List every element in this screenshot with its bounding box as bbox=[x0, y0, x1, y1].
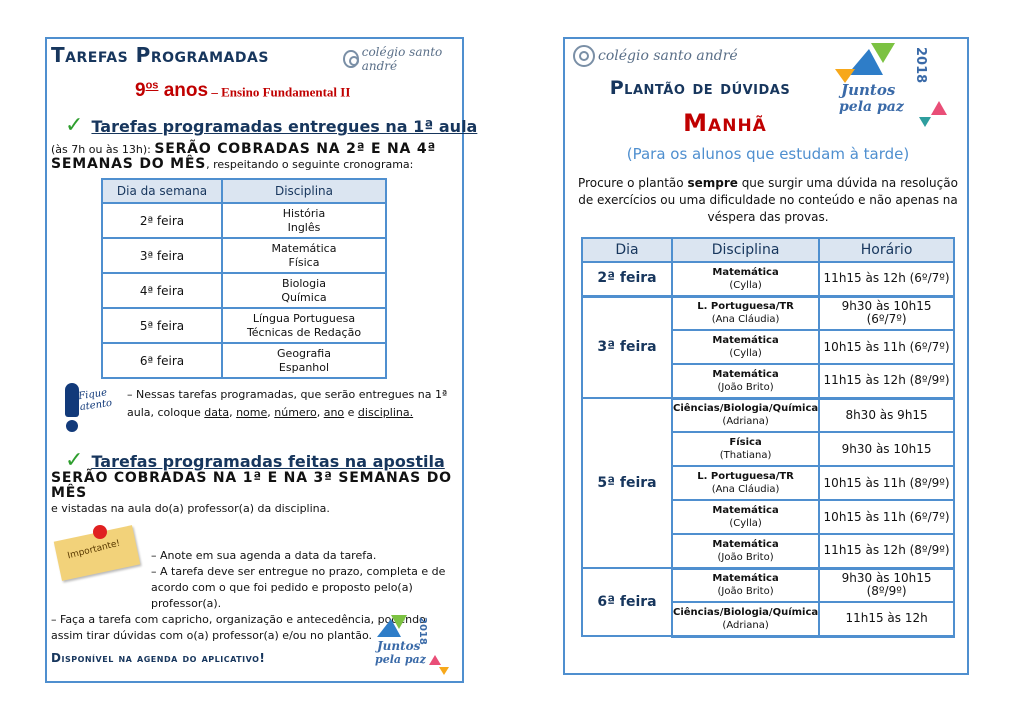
section-title: Tarefas programadas feitas na apostila bbox=[91, 452, 445, 471]
fique-atento-badge: Fique atento bbox=[61, 379, 121, 435]
time-cell: 11h15 às 12h bbox=[819, 602, 954, 636]
teacher-name: (Cylla) bbox=[729, 279, 762, 291]
subject-cell bbox=[672, 364, 819, 398]
app-availability: Disponível na agenda do aplicativo! bbox=[51, 651, 266, 665]
exclamation-icon bbox=[63, 383, 81, 425]
subject-cell bbox=[222, 203, 386, 238]
grade-number: $9^{os}$ anos bbox=[135, 80, 209, 102]
reminder-item: – Anote em sua agenda a data da tarefa. bbox=[151, 549, 377, 562]
section-first-class bbox=[65, 115, 477, 137]
checkmark-icon: ✓ bbox=[65, 448, 84, 473]
swirl-logo-icon bbox=[343, 50, 359, 68]
shift-title: Manhã bbox=[683, 109, 767, 137]
schedule-intro: (às 7h ou às 13h): SERÃO COBRADAS NA 2ª E NA 4ª SEMANAS DO MÊS, respeitando o seguinte cronograma: bbox=[51, 141, 437, 172]
juntos-pela-paz-logo: 2018 Juntos pela paz bbox=[827, 41, 957, 133]
subject-name: Matemática bbox=[712, 335, 779, 346]
audience-note: (Para os alunos que estudam à tarde) bbox=[626, 145, 910, 163]
subject-cell bbox=[672, 568, 819, 602]
day-cell: 6ª feira bbox=[582, 568, 672, 636]
subject-cell bbox=[672, 466, 819, 500]
table-row bbox=[102, 308, 386, 343]
subject-cell bbox=[672, 296, 819, 330]
day-cell: 3ª feira bbox=[102, 238, 222, 273]
subject-cell bbox=[672, 330, 819, 364]
subject-cell bbox=[672, 602, 819, 636]
subject-name: Matemática bbox=[271, 241, 337, 255]
subject-name: Espanhol bbox=[278, 360, 330, 374]
col-header-day: Dia da semana bbox=[102, 179, 222, 203]
pushpin-icon bbox=[93, 525, 107, 539]
table-row bbox=[102, 238, 386, 273]
subject-name: Física bbox=[288, 255, 320, 269]
subject-name: História bbox=[282, 206, 326, 220]
reminder-item: – A tarefa deve ser entregue no prazo, completa e de acordo com o que foi pedido e proposto pelo(a) professor(a). bbox=[151, 565, 446, 610]
reminder-item: – Faça a tarefa com capricho, organização e antecedência, podendo assim tirar dúvidas com o(a) professor(a) e/ou no plantão. bbox=[51, 613, 426, 642]
school-logo bbox=[573, 45, 738, 67]
subject-cell bbox=[222, 238, 386, 273]
day-cell: 2ª feira bbox=[102, 203, 222, 238]
table-row bbox=[582, 296, 954, 330]
weekly-schedule-table bbox=[101, 178, 387, 379]
col-header-day: Dia bbox=[582, 238, 672, 262]
teacher-name: (João Brito) bbox=[717, 551, 774, 563]
time-cell: 9h30 às 10h15 (6º/7º) bbox=[819, 296, 954, 330]
time-cell: 10h15 às 11h (6º/7º) bbox=[819, 500, 954, 534]
importante-note: Importante! bbox=[57, 525, 139, 575]
col-header-subject: Disciplina bbox=[672, 238, 819, 262]
table-row bbox=[582, 398, 954, 432]
subject-cell bbox=[222, 273, 386, 308]
day-cell: 5ª feira bbox=[582, 398, 672, 568]
school-logo-text: colégio santo andré bbox=[598, 48, 738, 64]
subject-name: Matemática bbox=[712, 505, 779, 516]
subject-name: Matemática bbox=[712, 573, 779, 585]
plantao-panel bbox=[563, 37, 969, 675]
teacher-name: (Cylla) bbox=[729, 518, 762, 529]
teacher-name: (Adriana) bbox=[722, 416, 769, 428]
section-workbook bbox=[65, 450, 445, 472]
workbook-intro: SERÃO COBRADAS NA 1ª E NA 3ª SEMANAS DO MÊS e vistadas na aula do(a) professor(a) da disciplina. bbox=[51, 470, 452, 515]
subject-name: Matemática bbox=[712, 266, 779, 278]
time-cell: 9h30 às 10h15 (8º/9º) bbox=[819, 568, 954, 602]
plantao-table bbox=[581, 237, 955, 638]
col-header-time: Horário bbox=[819, 238, 954, 262]
subject-cell bbox=[672, 500, 819, 534]
teacher-name: (Thatiana) bbox=[719, 450, 772, 461]
first-class-note: – Nessas tarefas programadas, que serão entregues na 1ª aula, coloque data, nome, número, ano e disciplina. bbox=[127, 388, 448, 419]
subject-name: Língua Portuguesa bbox=[252, 311, 356, 325]
time-cell: 11h15 às 12h (8º/9º) bbox=[819, 364, 954, 398]
table-row bbox=[102, 203, 386, 238]
subject-name: Matemática bbox=[712, 538, 779, 550]
subject-cell bbox=[672, 398, 819, 432]
school-logo-text: colégio santo andré bbox=[361, 45, 443, 73]
subject-name: Técnicas de Redação bbox=[246, 325, 362, 339]
time-cell: 10h15 às 11h (6º/7º) bbox=[819, 330, 954, 364]
day-cell: 2ª feira bbox=[582, 262, 672, 296]
col-header-subject: Disciplina bbox=[222, 179, 386, 203]
checkmark-icon: ✓ bbox=[65, 113, 84, 138]
subject-name: Ciências/Biologia/Química bbox=[673, 606, 819, 618]
time-cell: 8h30 às 9h15 bbox=[819, 398, 954, 432]
teacher-name: (João Brito) bbox=[717, 381, 774, 393]
subject-name: Inglês bbox=[287, 220, 321, 234]
grade-subtitle bbox=[135, 80, 350, 102]
subject-cell bbox=[222, 308, 386, 343]
day-cell: 3ª feira bbox=[582, 296, 672, 398]
subject-cell bbox=[672, 262, 819, 296]
subject-name: L. Portuguesa/TR bbox=[697, 301, 794, 313]
subject-name: L. Portuguesa/TR bbox=[697, 471, 794, 482]
day-cell: 6ª feira bbox=[102, 343, 222, 378]
table-row bbox=[102, 273, 386, 308]
time-cell: 11h15 às 12h (8º/9º) bbox=[819, 534, 954, 568]
plantao-intro: Procure o plantão sempre que surgir uma dúvida na resolução de exercícios ou uma dificuldade no conteúdo e não apenas na véspera das provas. bbox=[578, 176, 958, 224]
section-title: Tarefas programadas entregues na 1ª aula bbox=[91, 117, 478, 136]
subject-cell bbox=[672, 534, 819, 568]
page-title: Tarefas Programadas bbox=[51, 43, 269, 67]
table-row bbox=[582, 262, 954, 296]
teacher-name: (Ana Cláudia) bbox=[711, 314, 780, 326]
time-cell: 9h30 às 10h15 bbox=[819, 432, 954, 466]
subject-name: Geografia bbox=[277, 346, 331, 360]
day-cell: 4ª feira bbox=[102, 273, 222, 308]
time-cell: 10h15 às 11h (8º/9º) bbox=[819, 466, 954, 500]
teacher-name: (Ana Cláudia) bbox=[711, 484, 780, 495]
teacher-name: (João Brito) bbox=[717, 586, 774, 598]
teacher-name: (Cylla) bbox=[729, 348, 762, 359]
subject-name: Física bbox=[729, 437, 762, 448]
page-title: Plantão de dúvidas bbox=[609, 77, 791, 99]
day-cell: 5ª feira bbox=[102, 308, 222, 343]
school-logo bbox=[343, 45, 462, 73]
subject-name: Ciências/Biologia/Química bbox=[673, 403, 819, 415]
subject-cell bbox=[672, 432, 819, 466]
juntos-pela-paz-logo: 2018 Juntos pela paz bbox=[369, 611, 449, 677]
subject-name: Química bbox=[281, 290, 327, 304]
school-level: – Ensino Fundamental II bbox=[208, 84, 351, 100]
time-cell: 11h15 às 12h (6º/7º) bbox=[819, 262, 954, 296]
subject-name: Biologia bbox=[282, 276, 326, 290]
swirl-logo-icon bbox=[573, 45, 595, 67]
table-row bbox=[582, 568, 954, 602]
subject-name: Matemática bbox=[712, 368, 779, 380]
tarefas-panel bbox=[45, 37, 478, 683]
teacher-name: (Adriana) bbox=[722, 619, 769, 631]
subject-cell bbox=[222, 343, 386, 378]
table-row bbox=[102, 343, 386, 378]
